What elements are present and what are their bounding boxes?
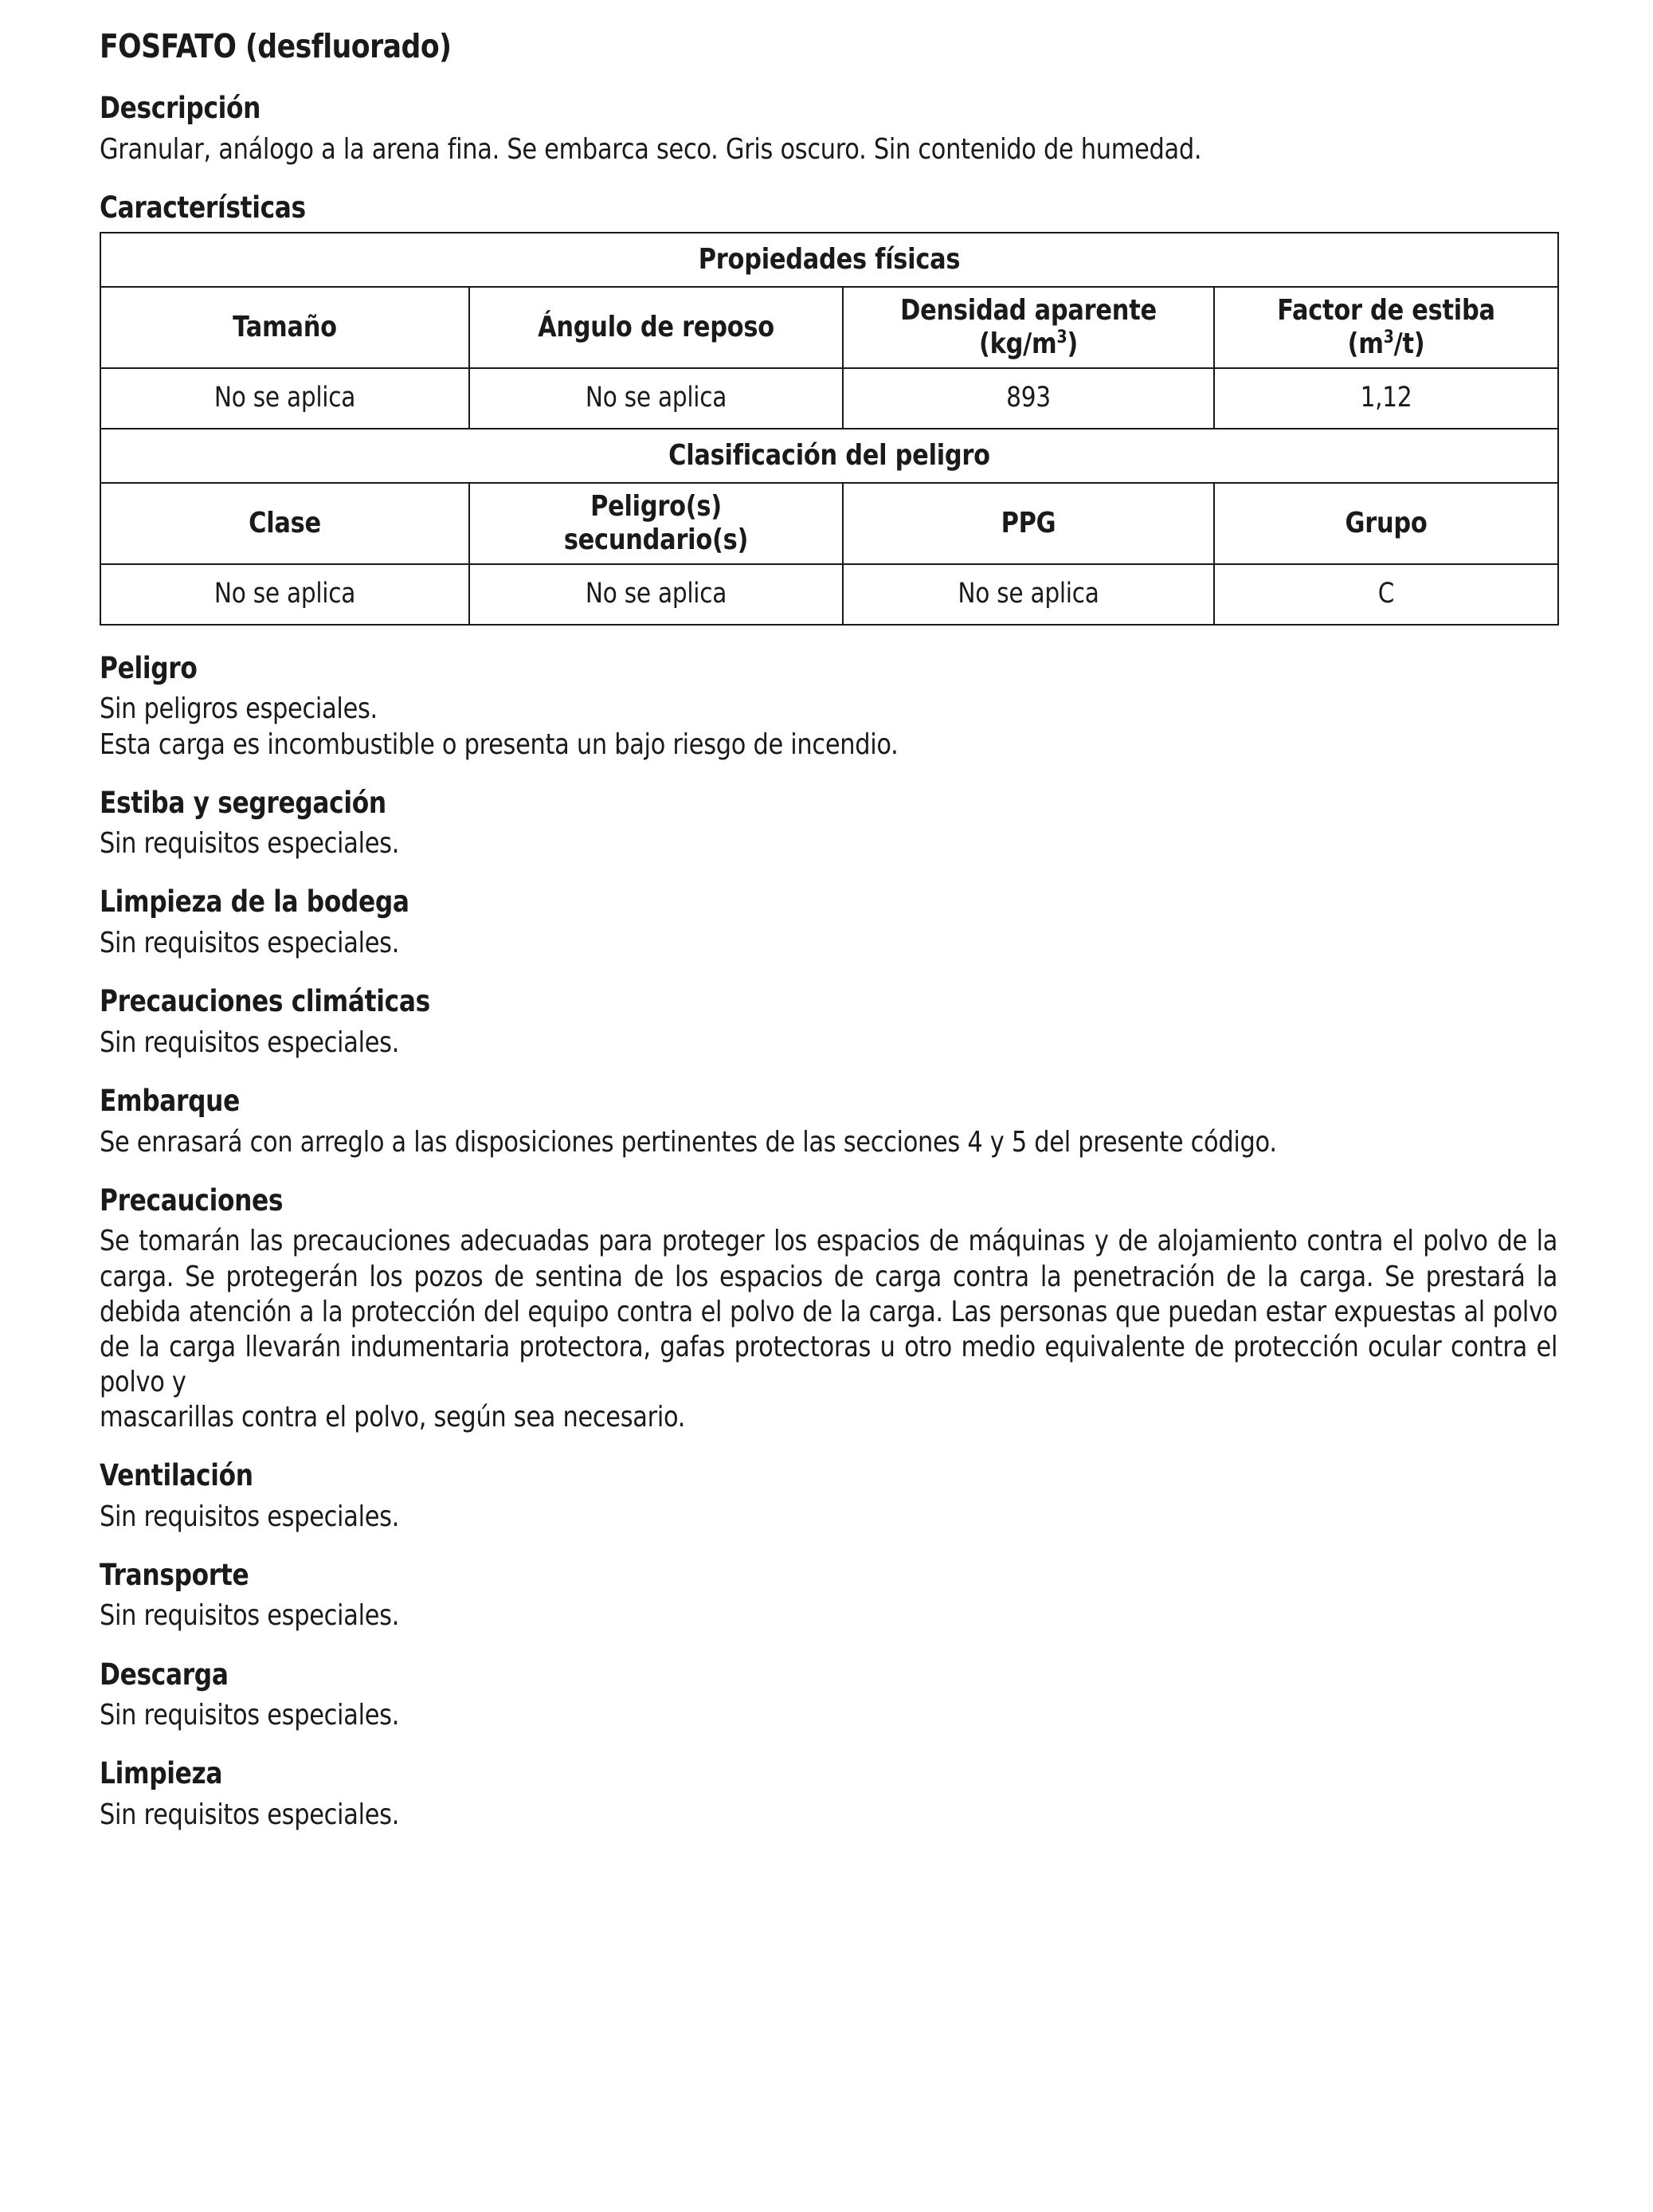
section-heading-limpieza: Limpieza bbox=[100, 1756, 223, 1791]
section-transporte bbox=[100, 1559, 1557, 1634]
table-row bbox=[100, 368, 1558, 429]
peligro-sec-label-line1: Peligro(s) bbox=[590, 489, 722, 523]
section-text-ventilacion: Sin requisitos especiales. bbox=[100, 1500, 400, 1533]
section-heading-precauciones-climaticas: Precauciones climáticas bbox=[100, 984, 430, 1019]
peligro-sec-label-line2: secundario(s) bbox=[563, 523, 749, 556]
section-limpieza bbox=[100, 1758, 1557, 1833]
section-heading-descripcion: Descripción bbox=[100, 91, 261, 126]
table-row-physical-title bbox=[100, 233, 1558, 287]
section-text-peligro-line1: Sin peligros especiales. bbox=[100, 692, 378, 726]
table-row bbox=[100, 564, 1558, 625]
table-cell-grupo-value: C bbox=[1214, 564, 1558, 625]
table-header-physical-properties: Propiedades físicas bbox=[100, 233, 1558, 287]
factor-label-line1: Factor de estiba bbox=[1277, 293, 1495, 327]
densidad-unit-prefix: (kg/m bbox=[979, 327, 1057, 360]
section-peligro bbox=[100, 650, 1557, 763]
section-heading-caracteristicas: Características bbox=[100, 190, 306, 226]
table-cell-peligro-secundario-value: No se aplica bbox=[469, 564, 843, 625]
section-embarque bbox=[100, 1085, 1557, 1160]
section-descarga bbox=[100, 1659, 1557, 1734]
table-cell-densidad-value: 893 bbox=[843, 368, 1214, 429]
characteristics-table-wrapper bbox=[100, 232, 1557, 626]
table-col-header-factor-estiba bbox=[1214, 287, 1558, 368]
section-text-embarque: Se enrasará con arreglo a las disposiciones pertinentes de las secciones 4 y 5 del presente código. bbox=[100, 1125, 1277, 1159]
factor-unit-exponent: 3 bbox=[1383, 326, 1394, 347]
table-col-header-ppg: PPG bbox=[843, 483, 1214, 564]
densidad-label-line2 bbox=[872, 327, 1185, 361]
section-text-limpieza: Sin requisitos especiales. bbox=[100, 1798, 400, 1832]
section-text-peligro-line2: Esta carga es incombustible o presenta un bajo riesgo de incendio. bbox=[100, 728, 899, 761]
section-heading-descarga: Descarga bbox=[100, 1657, 229, 1692]
factor-unit-prefix: (m bbox=[1347, 327, 1384, 360]
table-col-header-grupo: Grupo bbox=[1214, 483, 1558, 564]
section-heading-estiba-segregacion: Estiba y segregación bbox=[100, 785, 386, 820]
table-header-hazard-classification: Clasificación del peligro bbox=[100, 429, 1558, 483]
section-text-limpieza-bodega: Sin requisitos especiales. bbox=[100, 927, 400, 960]
table-cell-clase-value: No se aplica bbox=[100, 564, 469, 625]
section-heading-transporte: Transporte bbox=[100, 1557, 249, 1592]
section-text-estiba-segregacion: Sin requisitos especiales. bbox=[100, 827, 400, 861]
table-col-header-clase: Clase bbox=[100, 483, 469, 564]
section-caracteristicas bbox=[100, 192, 1557, 626]
table-cell-tamano-value: No se aplica bbox=[100, 368, 469, 429]
table-row-hazard-title bbox=[100, 429, 1558, 483]
precauciones-body: Se tomarán las precauciones adecuadas para proteger los espacios de máquinas y de alojamiento contra el polvo de la carga. Se protegerán los pozos de sentina de los espacios de carga contra la penetración de la carga. Se prestará la debida atención a la protección del equipo contra el polvo de la carga. Las personas que puedan estar expuestas al polvo de la carga llevarán indumentaria protectora, gafas protectoras u otro medio equivalente de protección ocular contra el polvo y bbox=[100, 1225, 1558, 1398]
page-title: FOSFATO (desfluorado) bbox=[100, 27, 452, 65]
section-descripcion bbox=[100, 92, 1557, 167]
section-heading-embarque: Embarque bbox=[100, 1083, 240, 1118]
densidad-label-line1: Densidad aparente bbox=[900, 293, 1157, 327]
section-heading-peligro: Peligro bbox=[100, 650, 198, 685]
table-col-header-peligro-secundario bbox=[469, 483, 843, 564]
table-cell-ppg-value: No se aplica bbox=[843, 564, 1214, 625]
section-limpieza-bodega bbox=[100, 886, 1557, 961]
table-col-header-angulo-reposo: Ángulo de reposo bbox=[469, 287, 843, 368]
characteristics-table bbox=[100, 232, 1559, 626]
table-row-physical-headers bbox=[100, 287, 1558, 368]
section-heading-precauciones: Precauciones bbox=[100, 1182, 284, 1218]
section-estiba-segregacion bbox=[100, 787, 1557, 862]
section-text-precauciones-climaticas: Sin requisitos especiales. bbox=[100, 1026, 400, 1059]
table-cell-angulo-value: No se aplica bbox=[469, 368, 843, 429]
section-heading-ventilacion: Ventilación bbox=[100, 1457, 253, 1492]
factor-label-line2 bbox=[1241, 327, 1530, 361]
table-cell-factor-value: 1,12 bbox=[1214, 368, 1558, 429]
section-text-descripcion: Granular, análogo a la arena fina. Se embarca seco. Gris oscuro. Sin contenido de humedad. bbox=[100, 132, 1202, 166]
section-text-transporte: Sin requisitos especiales. bbox=[100, 1599, 400, 1633]
section-text-precauciones bbox=[100, 1224, 1557, 1435]
densidad-unit-suffix: ) bbox=[1067, 327, 1078, 360]
table-col-header-tamano: Tamaño bbox=[100, 287, 469, 368]
section-precauciones-climaticas bbox=[100, 986, 1557, 1061]
section-heading-limpieza-bodega: Limpieza de la bodega bbox=[100, 884, 409, 920]
factor-unit-suffix: /t) bbox=[1393, 327, 1425, 360]
densidad-unit-exponent: 3 bbox=[1056, 326, 1067, 347]
precauciones-lastline: mascarillas contra el polvo, según sea necesario. bbox=[100, 1400, 686, 1433]
section-ventilacion bbox=[100, 1457, 1557, 1535]
section-text-descarga: Sin requisitos especiales. bbox=[100, 1699, 400, 1732]
table-col-header-densidad-aparente bbox=[843, 287, 1214, 368]
table-row-hazard-headers bbox=[100, 483, 1558, 564]
section-precauciones bbox=[100, 1182, 1558, 1435]
